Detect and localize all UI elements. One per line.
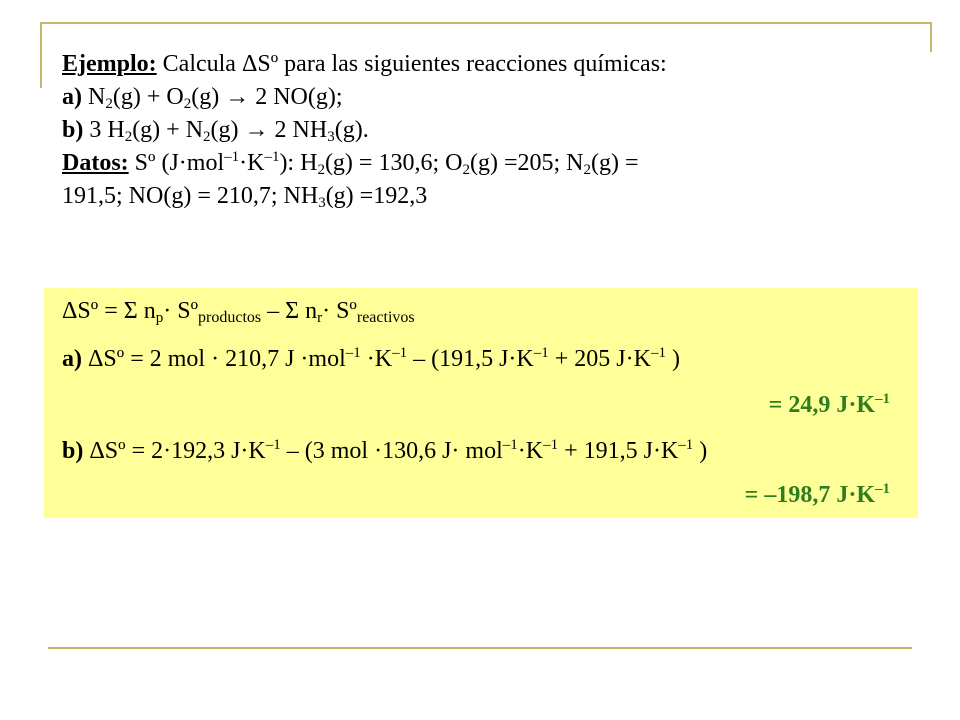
- subscript: 2: [105, 96, 113, 112]
- reaction-b-label: b): [62, 117, 84, 143]
- formula-text: ΔSº = Σ n: [62, 298, 156, 324]
- reaction-b-text: (g).: [334, 117, 369, 143]
- problem-statement: [62, 48, 922, 213]
- superscript: –1: [345, 345, 361, 361]
- slide-bottom-rule: [48, 647, 912, 649]
- datos-text: ): H: [279, 150, 318, 176]
- superscript: –1: [543, 437, 559, 453]
- superscript: –1: [533, 345, 549, 361]
- entropy-formula: [62, 296, 415, 326]
- superscript: –1: [875, 481, 890, 497]
- solution-a-line: [62, 344, 680, 374]
- solution-b-text: ·K: [517, 438, 544, 464]
- solution-box: [44, 288, 918, 518]
- superscript: –1: [224, 149, 240, 165]
- datos-text: (g) =: [591, 150, 639, 176]
- ejemplo-label: Ejemplo:: [62, 51, 157, 77]
- solution-b-label: b): [62, 438, 84, 464]
- slide-left-rule: [40, 22, 42, 88]
- datos-text: (g) = 130,6; O: [324, 150, 463, 176]
- solution-a-label: a): [62, 346, 82, 372]
- reaction-b-text: 3 H: [83, 117, 125, 143]
- formula-text: – Σ n: [261, 298, 318, 324]
- superscript: –1: [875, 391, 890, 407]
- formula-text: · Sº: [322, 298, 357, 324]
- slide-right-rule: [930, 22, 932, 52]
- superscript: –1: [264, 149, 280, 165]
- datos-text: ·K: [239, 150, 265, 176]
- reaction-b-text: (g) → 2 NH: [210, 117, 328, 143]
- problem-title-line: [62, 48, 922, 81]
- result-a: [769, 390, 890, 420]
- solution-b-text: + 191,5 J·K: [558, 438, 679, 464]
- reaction-b-text: (g) + N: [132, 117, 204, 143]
- datos-text: (g) =192,3: [325, 183, 428, 209]
- datos-line-2: [62, 180, 922, 213]
- datos-text: (g) =205; N: [469, 150, 584, 176]
- result-equals: =: [768, 392, 789, 418]
- solution-a-text: ·K: [360, 346, 393, 372]
- subscript: 2: [203, 129, 211, 145]
- subscript: 2: [124, 129, 133, 145]
- superscript: –1: [392, 345, 408, 361]
- superscript: –1: [265, 437, 281, 453]
- result-equals: =: [744, 482, 765, 508]
- formula-text: · Sº: [163, 298, 199, 324]
- result-b: [745, 480, 890, 510]
- solution-b-text: ): [693, 438, 708, 464]
- reaction-a-text: (g) + O: [112, 84, 184, 110]
- subscript: 2: [462, 162, 470, 178]
- subscript: 2: [583, 162, 591, 178]
- statement-text: Calcula ΔSº para las siguientes reacciones químicas:: [156, 51, 667, 77]
- subscript: productos: [198, 309, 262, 326]
- superscript: –1: [502, 437, 518, 453]
- subscript: r: [317, 310, 323, 326]
- subscript: p: [155, 310, 164, 326]
- reaction-a-text: (g) → 2 NO(g);: [191, 84, 343, 110]
- subscript: reactivos: [356, 309, 415, 326]
- solution-a-text: ): [665, 346, 680, 372]
- solution-b-line: [62, 436, 707, 466]
- reaction-a-text: N: [82, 84, 106, 110]
- reaction-a-line: [62, 81, 922, 114]
- subscript: 3: [318, 195, 326, 211]
- subscript: 2: [317, 162, 325, 178]
- solution-b-text: – (3 mol ·130,6 J· mol: [280, 438, 503, 464]
- superscript: –1: [650, 345, 666, 361]
- subscript: 2: [183, 96, 192, 112]
- subscript: 3: [327, 129, 335, 145]
- solution-a-text: + 205 J·K: [548, 346, 651, 372]
- datos-text: 191,5; NO(g) = 210,7; NH: [62, 183, 319, 209]
- datos-label: Datos:: [62, 150, 129, 176]
- reaction-a-label: a): [62, 84, 82, 110]
- superscript: –1: [678, 437, 694, 453]
- solution-a-text: – (191,5 J·K: [407, 346, 534, 372]
- solution-a-text: ΔSº = 2 mol · 210,7 J ·mol: [82, 346, 346, 372]
- result-a-value: 24,9 J·K: [788, 392, 875, 418]
- result-b-value: –198,7 J·K: [764, 482, 875, 508]
- datos-text: Sº (J·mol: [128, 150, 225, 176]
- datos-line-1: [62, 147, 922, 180]
- reaction-b-line: [62, 114, 922, 147]
- solution-b-text: ΔSº = 2·192,3 J·K: [83, 438, 266, 464]
- slide-top-rule: [40, 22, 932, 24]
